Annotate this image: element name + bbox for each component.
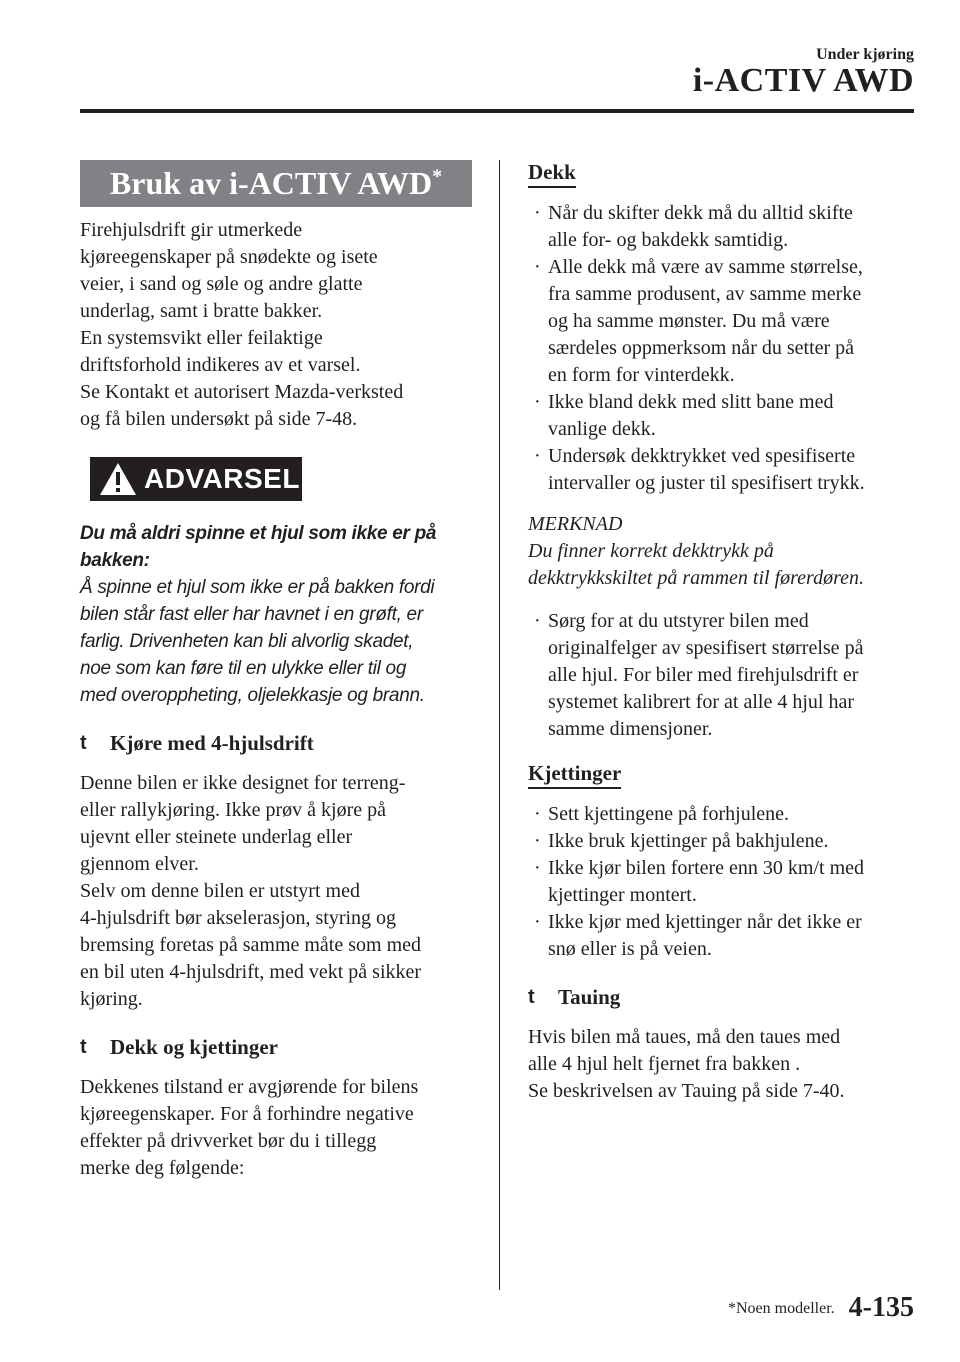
warning-triangle-icon xyxy=(98,461,138,497)
subheading-title: Dekk og kjettinger xyxy=(110,1035,278,1059)
list-line: systemet kalibrert for at alle 4 hjul har xyxy=(548,691,855,713)
chapter-title: i-ACTIV AWD xyxy=(692,62,914,99)
text-line: Denne bilen er ikke designet for terreng- xyxy=(80,772,406,794)
list-item xyxy=(528,828,916,855)
text-line: gjennom elver. xyxy=(80,853,199,875)
text-line: driftsforhold indikeres av et varsel. xyxy=(80,354,361,376)
text-line: Hvis bilen må taues, må den taues med xyxy=(528,1026,841,1048)
note-line: Du finner korrekt dekktrykk på xyxy=(528,540,774,562)
page-number: 4-135 xyxy=(848,1292,914,1323)
subheading-towing xyxy=(528,985,916,1010)
text-line: kjøreegenskaper på snødekte og isete xyxy=(80,246,378,268)
list-line: fra samme produsent, av samme merke xyxy=(548,283,862,305)
section-marker-icon: t xyxy=(80,732,87,754)
list-line: en form for vinterdekk. xyxy=(548,364,735,386)
note-label: MERKNAD xyxy=(528,513,623,535)
text-line: bremsing foretas på samme måte som med xyxy=(80,934,422,956)
right-column xyxy=(528,160,916,1105)
text-line: eller rallykjøring. Ikke prøv å kjøre på xyxy=(80,799,386,821)
warning-line: Å spinne et hjul som ikke er på bakken fordi xyxy=(80,577,435,598)
warning-badge xyxy=(90,457,302,501)
text-line: Se Kontakt et autorisert Mazda-verksted xyxy=(80,381,404,403)
bullet-glyph: · xyxy=(534,256,541,278)
bullet-glyph: · xyxy=(534,803,541,825)
text-line: alle 4 hjul helt fjernet fra bakken . xyxy=(528,1053,801,1075)
list-item xyxy=(528,443,916,497)
list-line: alle hjul. For biler med firehjulsdrift er xyxy=(548,664,859,686)
text-line: og få bilen undersøkt på side 7-48. xyxy=(80,408,358,430)
list-item xyxy=(528,909,916,963)
list-line: samme dimensjoner. xyxy=(548,718,713,740)
warning-heading-line: Du må aldri spinne et hjul som ikke er på xyxy=(80,523,437,544)
banner-title: Bruk av i-ACTIV AWD xyxy=(109,165,433,201)
section-marker-icon: t xyxy=(528,986,535,1008)
tires-list-2 xyxy=(528,608,916,743)
chains-heading: Kjettinger xyxy=(528,761,621,789)
list-line: Ikke bland dekk med slitt bane med xyxy=(548,391,834,413)
list-line: Når du skifter dekk må du alltid skifte xyxy=(548,202,853,224)
text-line: underlag, samt i bratte bakker. xyxy=(80,300,323,322)
text-line: 4-hjulsdrift bør akselerasjon, styring og xyxy=(80,907,397,929)
text-line: En systemsvikt eller feilaktige xyxy=(80,327,323,349)
bullet-glyph: · xyxy=(534,857,541,879)
list-line: Sett kjettingene på forhjulene. xyxy=(548,803,790,825)
warning-line: noe som kan føre til en ulykke eller til og xyxy=(80,658,407,679)
bullet-glyph: · xyxy=(534,911,541,933)
list-line: Ikke kjør bilen fortere enn 30 km/t med xyxy=(548,857,865,879)
bullet-glyph: · xyxy=(534,391,541,413)
warning-label-wrap xyxy=(90,457,472,502)
warning-text xyxy=(80,520,472,709)
section-name: Under kjøring xyxy=(816,46,914,63)
text-line: Firehjulsdrift gir utmerkede xyxy=(80,219,303,241)
list-line: alle for- og bakdekk samtidig. xyxy=(548,229,789,251)
section-banner xyxy=(80,160,472,207)
paragraph-4wd xyxy=(80,770,472,1013)
text-line: Dekkenes tilstand er avgjørende for bilens xyxy=(80,1076,419,1098)
warning-line: bilen står fast eller har havnet i en grøft, er xyxy=(80,604,423,625)
list-line: Ikke kjør med kjettinger når det ikke er xyxy=(548,911,862,933)
text-line: kjøreegenskaper. For å forhindre negative xyxy=(80,1103,414,1125)
bullet-glyph: · xyxy=(534,610,541,632)
warning-label: ADVARSEL xyxy=(144,463,300,494)
tires-list xyxy=(528,200,916,497)
section-marker-icon: t xyxy=(80,1036,87,1058)
header-rule xyxy=(80,109,914,113)
subheading-title: Kjøre med 4-hjulsdrift xyxy=(110,731,314,755)
subheading-title: Tauing xyxy=(558,985,621,1009)
intro-paragraph xyxy=(80,217,472,433)
warning-line: farlig. Drivenheten kan bli alvorlig skadet, xyxy=(80,631,414,652)
list-line: kjettinger montert. xyxy=(548,884,697,906)
list-line: Alle dekk må være av samme størrelse, xyxy=(548,256,863,278)
bullet-glyph: · xyxy=(534,202,541,224)
text-line: Se beskrivelsen av Tauing på side 7-40. xyxy=(528,1080,845,1102)
subheading-4wd xyxy=(80,731,472,756)
list-line: snø eller is på veien. xyxy=(548,938,712,960)
bullet-glyph: · xyxy=(534,830,541,852)
footnote: *Noen modeller. xyxy=(728,1300,835,1317)
text-line: Selv om denne bilen er utstyrt med xyxy=(80,880,360,902)
list-item xyxy=(528,855,916,909)
paragraph-tires-chains xyxy=(80,1074,472,1182)
left-column xyxy=(80,160,472,1182)
list-item xyxy=(528,254,916,389)
text-line: kjøring. xyxy=(80,988,143,1010)
warning-heading-line: bakken: xyxy=(80,550,150,571)
bullet-glyph: · xyxy=(534,445,541,467)
list-item xyxy=(528,801,916,828)
list-item xyxy=(528,389,916,443)
list-line: vanlige dekk. xyxy=(548,418,656,440)
warning-line: med overoppheting, oljelekkasje og brann. xyxy=(80,685,425,706)
paragraph-towing xyxy=(528,1024,916,1105)
subheading-tires-chains xyxy=(80,1035,472,1060)
list-item xyxy=(528,608,916,743)
text-line: veier, i sand og søle og andre glatte xyxy=(80,273,363,295)
list-line: og ha samme mønster. Du må være xyxy=(548,310,830,332)
banner-asterisk: * xyxy=(432,165,443,188)
text-line: effekter på drivverket bør du i tillegg xyxy=(80,1130,377,1152)
list-line: Undersøk dekktrykket ved spesifiserte xyxy=(548,445,856,467)
text-line: merke deg følgende: xyxy=(80,1157,245,1179)
list-line: særdeles oppmerksom når du setter på xyxy=(548,337,855,359)
column-divider xyxy=(499,160,500,1290)
chains-list xyxy=(528,801,916,963)
list-line: intervaller og juster til spesifisert trykk. xyxy=(548,472,865,494)
list-line: Ikke bruk kjettinger på bakhjulene. xyxy=(548,830,829,852)
text-line: en bil uten 4-hjulsdrift, med vekt på sikker xyxy=(80,961,422,983)
text-line: ujevnt eller steinete underlag eller xyxy=(80,826,353,848)
list-line: originalfelger av spesifisert størrelse på xyxy=(548,637,864,659)
list-item xyxy=(528,200,916,254)
list-line: Sørg for at du utstyrer bilen med xyxy=(548,610,809,632)
tires-heading: Dekk xyxy=(528,160,576,188)
note-block xyxy=(528,511,916,592)
note-line: dekktrykkskiltet på rammen til førerdøren. xyxy=(528,567,865,589)
